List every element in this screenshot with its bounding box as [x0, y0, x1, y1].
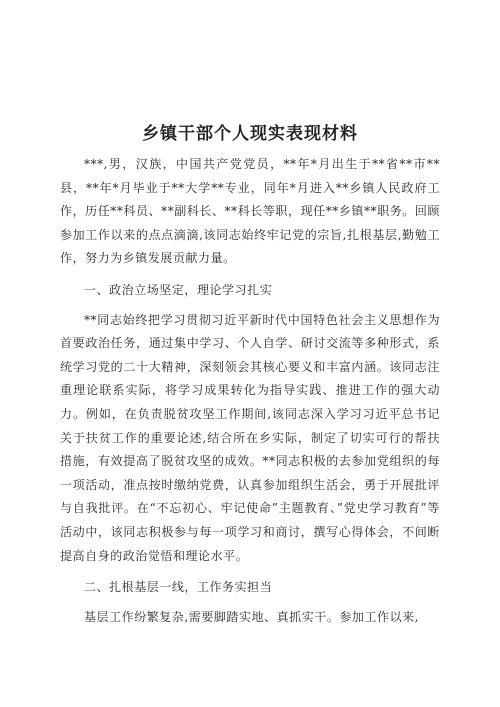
intro-paragraph: ***,男，汉族，中国共产党党员，**年*月出生于**省**市**县，**年*月毕业于**大学**专业，同年*月进入**乡镇人民政府工作，历任**科员、**副科长、**科长等职，现任**乡镇**职务。回顾参加工作以来的点点滴滴,该同志始终牢记党的宗旨,扎根基层,勤勉工作，努力为乡镇发展贡献力量。 [60, 157, 440, 266]
section-1-paragraph: **同志始终把学习贯彻习近平新时代中国特色社会主义思想作为首要政治任务，通过集中学习、个人自学、研讨交流等多种形式，系统学习党的二十大精神，深刻领会其核心要义和丰富内涵。该同志注重理论联系实际，将学习成果转化为指导实践、推进工作的强大动力。例如，在负责脱贫攻坚工作期间,该同志深入学习习近平总书记关于扶贫工作的重要论述,结合所在乡实际，制定了切实可行的帮扶措施，有效提高了脱贫攻坚的成效。**同志积极的去参加党组织的每一项活动，准点按时缴纳党费，认真参加组织生活会，勇于开展批评与自我批评。在“不忘初心、牢记使命”主题教育、”党史学习教育”等活动中，该同志积极参与每一项学习和商讨，撰写心得体会，不间断提高自身的政治觉悟和理论水平。 [60, 312, 440, 563]
section-heading-1: 一、政治立场坚定，理论学习扎实 [84, 282, 273, 297]
section-2-paragraph: 基层工作纷繁复杂,需要脚踏实地、真抓实干。参加工作以来, [84, 609, 420, 624]
document-body [60, 153, 440, 629]
document-title: 乡镇干部个人现实表现材料 [142, 124, 358, 144]
section-heading-2: 二、扎根基层一线，工作务实担当 [84, 580, 273, 595]
